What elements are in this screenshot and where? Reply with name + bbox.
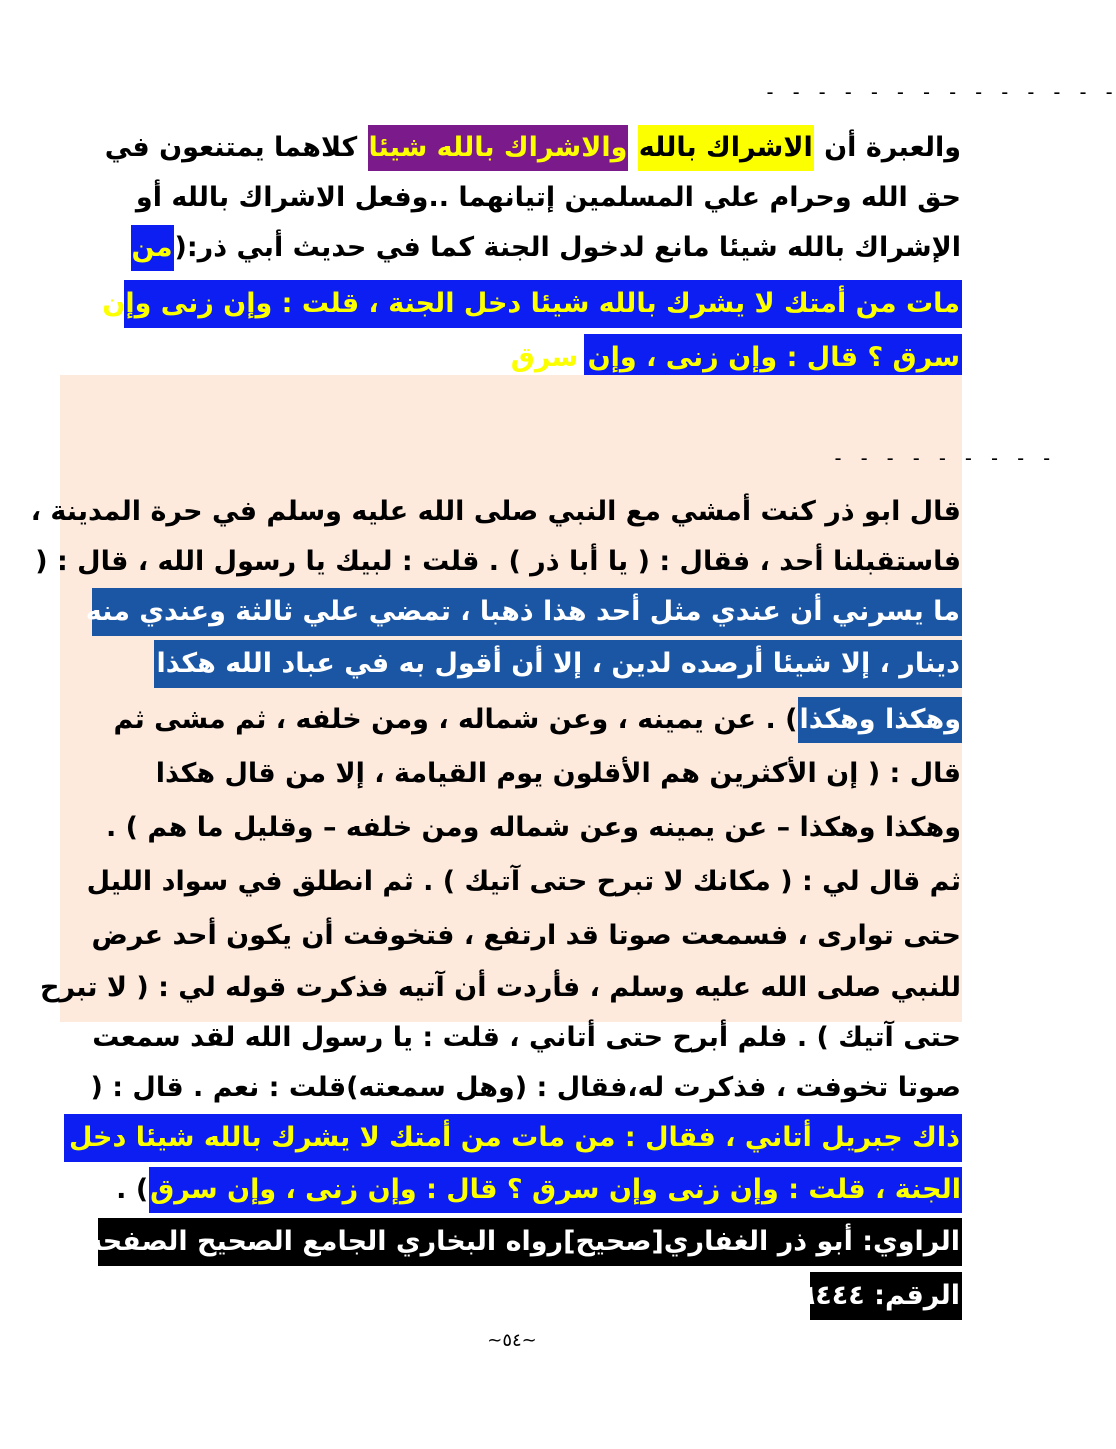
p1-line-1 [60, 122, 962, 174]
p2-line14-hadith: الجنة ، قلت : وإن زنى وإن سرق ؟ قال : وإن زنى ، وإن سرق [149, 1167, 962, 1213]
p1-line3-hadith-start: من [131, 225, 174, 271]
narrator-line-1: الراوي: أبو ذر الغفاري[صحيح]رواه البخاري الجامع الصحيح الصفحة أو [98, 1218, 962, 1266]
p2-line-2 [35, 536, 962, 588]
p2-line2-text: فاستقبلنا أحد ، فقال : ( يا أبا ذر ) . قلت : لبيك يا رسول الله ، قال : ( [35, 546, 961, 577]
p2-line10-text: للنبي صلى الله عليه وسلم ، فأردت أن آتيه فذكرت قوله لي : ( لا تبرح [40, 972, 961, 1003]
p2-line-13-hadith: ذاك جبريل أتاني ، فقال : من مات من أمتك لا يشرك بالله شيئا دخل [64, 1114, 962, 1162]
p2-line-11 [60, 1012, 962, 1064]
narrator-line-2: الرقم: ٦٤٤٤ [810, 1272, 962, 1320]
p2-line-9 [60, 910, 962, 962]
p2-line-8 [60, 856, 962, 908]
separator-dashes-middle: - - - - - - - - - [832, 446, 1054, 470]
p2-line12-text: صوتا تخوفت ، فذكرت له،فقال : (وهل سمعته)قلت : نعم . قال : ( [90, 1072, 961, 1103]
p1-line3-text: الإشراك بالله شيئا مانع لدخول الجنة كما في حديث أبي ذر:( [174, 232, 961, 263]
p2-line-10 [40, 962, 962, 1014]
p2-line5-highlight: وهكذا وهكذا [798, 697, 962, 743]
p2-line-12 [60, 1062, 962, 1114]
p2-line6-text: قال : ( إن الأكثرين هم الأقلون يوم القيامة ، إلا من قال هكذا [155, 758, 961, 789]
p2-line11-text: حتى آتيك ) . فلم أبرح حتى أتاني ، قلت : يا رسول الله لقد سمعت [92, 1022, 961, 1053]
p2-line-1 [30, 486, 962, 538]
p1-line2-text: حق الله وحرام علي المسلمين إتيانهما ..وفعل الاشراك بالله أو [135, 182, 961, 213]
p2-line-14 [60, 1164, 962, 1216]
highlight-ishrak-billah-shayan: والاشراك بالله شيئا [368, 125, 629, 171]
page-number: ~٥٤~ [487, 1330, 537, 1351]
p1-line1-text-d: كلاهما يمتنعون في [104, 132, 358, 163]
p1-line-4-hadith: مات من أمتك لا يشرك بالله شيئا دخل الجنة ، قلت : وإن زنى وإن [124, 280, 962, 328]
p1-line-5-hadith: سرق ؟ قال : وإن زنى ، وإن سرق [584, 334, 962, 382]
p1-line-3 [60, 222, 962, 274]
p2-line8-text: ثم قال لي : ( مكانك لا تبرح حتى آتيك ) . ثم انطلق في سواد الليل [86, 866, 961, 897]
p1-line-2 [60, 172, 962, 224]
p2-line1-text: قال ابو ذر كنت أمشي مع النبي صلى الله عليه وسلم في حرة المدينة ، [30, 496, 961, 527]
p2-line7-text: وهكذا وهكذا – عن يمينه وعن شماله ومن خلفه – وقليل ما هم ) . [106, 812, 961, 843]
p2-line14-text: ) . [116, 1174, 149, 1205]
p2-line5-text: ) . عن يمينه ، وعن شماله ، ومن خلفه ، ثم مشى ثم [113, 704, 798, 735]
p2-line9-text: حتى توارى ، فسمعت صوتا قد ارتفع ، فتخوفت أن يكون أحد عرض [91, 920, 961, 951]
p2-line-6 [60, 748, 962, 800]
p1-line1-text-a: والعبرة أن [824, 132, 961, 163]
separator-dashes-top: - - - - - - - - - - - - - - [764, 80, 1116, 104]
p2-line-7 [60, 802, 962, 854]
highlight-ishrak-billah: الاشراك بالله [638, 125, 814, 171]
p2-line-5 [60, 694, 962, 746]
p2-line-4-highlight: دينار ، إلا شيئا أرصده لدين ، إلا أن أقول به في عباد الله هكذا [154, 640, 962, 688]
p2-line-3-highlight: ما يسرني أن عندي مثل أحد هذا ذهبا ، تمضي علي ثالثة وعندي منه [92, 588, 962, 636]
